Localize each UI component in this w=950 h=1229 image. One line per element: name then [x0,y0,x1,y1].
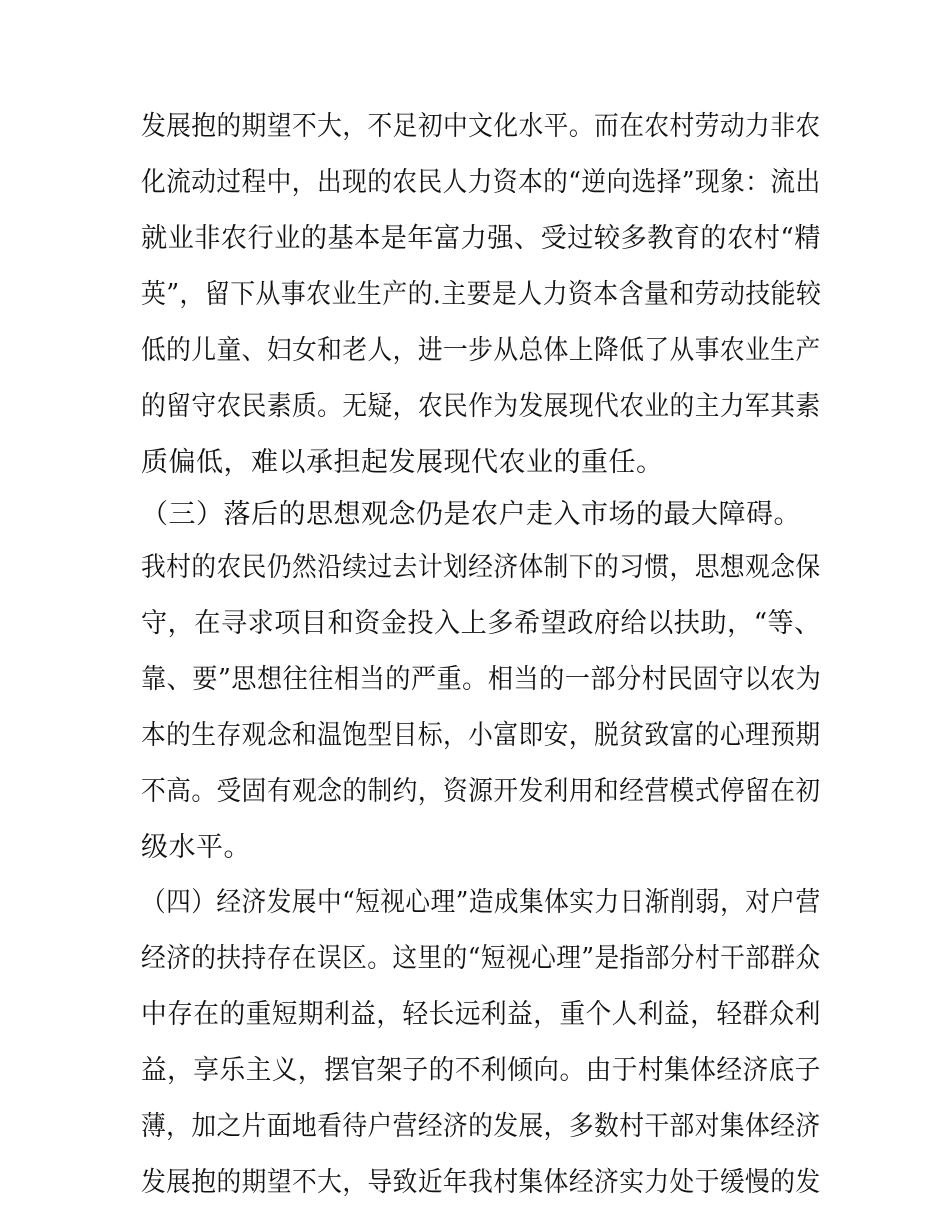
text-line: 发展抱的期望不大，不足初中文化水平。而在农村劳动力非农 [141,111,821,142]
text-line: 守，在寻求项目和资金投入上多希望政府给以扶助，“等、 [141,608,821,639]
text-line: 低的儿童、妇女和老人，进一步从总体上降低了从事农业生产 [141,335,821,366]
text-line: 就业非农行业的基本是年富力强、受过较多教育的农村“精 [141,223,821,254]
text-line: 本的生存观念和温饱型目标，小富即安，脱贫致富的心理预期 [141,720,821,751]
text-line: 我村的农民仍然沿续过去计划经济体制下的习惯，思想观念保 [141,552,821,583]
text-line: 经济的扶持存在误区。这里的“短视心理”是指部分村干部群众 [141,943,821,974]
text-line: 中存在的重短期利益，轻长远利益，重个人利益，轻群众利 [141,999,821,1030]
section-heading: （三）落后的思想观念仍是农户走入市场的最大障碍。 [141,499,801,530]
text-line: 英”，留下从事农业生产的.主要是人力资本含量和劳动技能较 [141,279,822,310]
text-line: 益，享乐主义，摆官架子的不利倾向。由于村集体经济底子 [141,1055,821,1086]
text-line: 质偏低，难以承担起发展现代农业的重任。 [141,447,664,478]
text-line: 级水平。 [141,832,251,863]
text-line: 的留守农民素质。无疑，农民作为发展现代农业的主力军其素 [141,391,821,422]
text-line: 发展抱的期望不大，导致近年我村集体经济实力处于缓慢的发 [141,1167,821,1198]
text-line: 薄，加之片面地看待户营经济的发展，多数村干部对集体经济 [141,1111,821,1142]
text-line: 不高。受固有观念的制约，资源开发利用和经营模式停留在初 [141,776,821,807]
text-line: 靠、要”思想往往相当的严重。相当的一部分村民固守以农为 [141,664,822,695]
text-line: 化流动过程中，出现的农民人力资本的“逆向选择”现象：流出 [141,167,821,198]
section-heading: （四）经济发展中“短视心理”造成集体实力日渐削弱，对户营 [141,887,821,918]
